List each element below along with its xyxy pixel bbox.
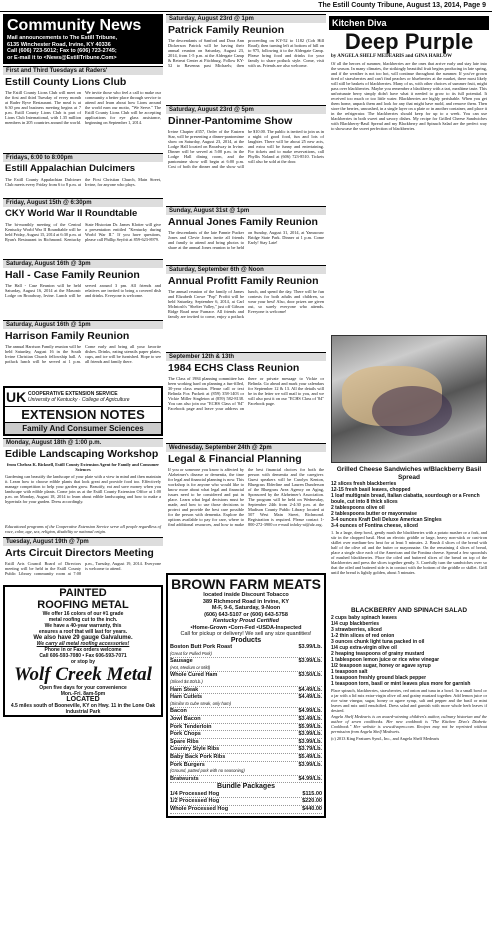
product-price: $3.79/Lb. <box>298 746 322 753</box>
ad-line: located inside Discount Tobacco <box>203 592 289 598</box>
extension-title: EXTENSION NOTES <box>5 407 161 423</box>
product-price: $5.49/Lb. <box>298 753 322 760</box>
product-price: $3.99/Lb. <box>298 731 322 738</box>
ad-line: We have a 40-year warranty, this <box>44 623 122 629</box>
section-body: The descendants of the late Fannie Pucker Jones and Clevie Jones invite all friends and family to attend and bring photos to share at the annual Jones reunion to be held on Sunday, August 31, 2014, at Yamacraw Bridge State Park. Dinner at 1 p.m. Come Early! Stay Late! <box>168 230 324 250</box>
article-title: Deep Purple <box>344 29 474 54</box>
product-price: $4.99/Lb. <box>298 775 322 782</box>
column-middle <box>166 14 326 930</box>
community-news-title: Community News <box>7 17 142 34</box>
product-row <box>170 658 322 672</box>
ingredient: 3 strawberries, sliced <box>331 626 382 633</box>
section-body: The annual Harrison Family reunion will be held Saturday, August 16 in the South Irvine Christian Church fellowship hall. A potluck lunch will be served at 1 p.m. Come early and bring all your favorite dishes. Drinks, eating utensils paper plates, cups, and ice will be furnished. Hope to see all friends and family there. <box>5 344 161 364</box>
product-price: $3.99/Lb. <box>298 658 322 665</box>
section-title: Estill County Lions Club <box>5 76 127 88</box>
product-name: Ham Steak <box>170 686 199 693</box>
section-title: Harrison Family Reunion <box>5 330 130 342</box>
bundle-title: Bundle Packages <box>217 783 275 791</box>
ingredient: 1/4 cup blackberries <box>331 620 380 627</box>
section-title: Dinner-Pantomime Show <box>168 115 293 127</box>
section-body: Gardening can beautify the landscape of your plate with a view in mind and then maintain it. Learn how to choose edible plants that look great and provide food too. Effectively manage competition to help your garden grow. Beautify, eat and save money when you landscape with edible plants. Come join us at the Estill County Extension Office at 1:00 p.m. on Monday, August 18, 2014 to learn about edible landscaping and how to make a hypertufa for your garden. Dress accordingly. <box>5 474 161 504</box>
product-name: Whole Cured Ham (Sliced $4.00/Lb.) <box>170 672 218 684</box>
section-title: Edible Landscaping Workshop <box>5 448 159 460</box>
ad-title: ROOFING METAL <box>37 599 129 611</box>
product-name: Pork Tenderloin <box>170 723 212 730</box>
ingredient: 2 cups baby spinach leaves <box>331 614 397 621</box>
column-right <box>329 14 489 930</box>
product-row <box>170 731 322 739</box>
bundle-name: Whole Processed Hog <box>170 805 229 812</box>
section-title: Arts Circuit Directors Meeting <box>5 547 154 559</box>
bundle-row <box>170 806 322 814</box>
products-title: Products <box>230 636 262 644</box>
section-date: Wednesday, September 24th @ 2pm <box>166 443 326 452</box>
product-price: $4.49/Lb. <box>298 686 322 693</box>
section-title: CKY World War II Roundtable <box>5 208 138 219</box>
page-header: The Estill County Tribune, August 13, 2014, Page 9 <box>0 0 492 12</box>
ingredient: 2 tablespoons olive oil <box>331 505 385 511</box>
bundle-row <box>170 798 322 806</box>
ingredient-list <box>329 487 489 529</box>
ingredient: 3 ounces chunk light tuna packed in oil <box>331 638 425 645</box>
extension-header <box>5 388 161 407</box>
bundle-name: 1/4 Processed Hog <box>170 790 220 797</box>
ad-line: or stop by <box>70 659 96 665</box>
product-name: Pork Chops <box>170 731 201 738</box>
bundle-price: $220.00 <box>302 798 322 805</box>
product-name: Ham Cutlets (Similar to cube steak, only ham) <box>170 694 231 706</box>
ad-line: 389 Richmond Road in Irvine, KY <box>202 598 290 605</box>
ingredient: 1/4 cup extra-virgin olive oil <box>331 644 397 651</box>
community-line: 6135 Winchester Road, Irvine, KY 40336 <box>7 41 111 48</box>
section-title: Hall - Case Family Reunion <box>5 269 140 281</box>
ad-line: Kentucky Proud Certified <box>212 618 279 624</box>
wolf-creek-ad <box>3 585 163 717</box>
product-row <box>170 716 322 724</box>
recipe-steps: 1. In a large, deep bowl, gently mash the blackberries with a potato masher or a fork, and stir in the chopped basil. Heat an electric griddle or large, heavy non-stick or cast-iron skillet over medium-low heat for at least 5 minutes. 2. Brush 4 slices of the bread with half of the olive oil and the butter or mayonnaise. On the remaining 4 slices of bread, place a single slice each of the American and the Fontina cheese. Spread a few spoonfuls of mashed blackberries. Place the oiled and buttered slices of the bread on top of the blackberries and press the slices together gently. 3. Carefully turn the sandwiches over so that the oiled and buttered side is in contact with the bottom of the griddle or skillet. Grill until the bread is lightly golden, about 5 minutes. <box>331 530 487 575</box>
ingredient: 1 tablespoon lemon juice or rice wine vinegar <box>331 656 440 663</box>
ad-line: We also have 29 gauge Galvalume. <box>33 635 133 641</box>
section-title: Legal & Financial Planning <box>168 453 302 465</box>
products-list <box>170 644 322 783</box>
product-row <box>170 687 322 695</box>
product-price: $5.99/Lb. <box>298 723 322 730</box>
product-row <box>170 694 322 708</box>
ingredient: 1 teaspoon freshly ground black pepper <box>331 674 427 681</box>
bundle-price: $115.00 <box>302 790 322 797</box>
ingredient: 3-4 ounces Kraft Deli Deluxe American Singles <box>331 517 442 523</box>
product-name: Bacon <box>170 708 187 715</box>
section-date: Fridays, 6:00 to 8:00pm <box>3 153 163 162</box>
copyright: (c) 2013 King Features Synd., Inc., and Angela Shelf Medearis <box>331 735 440 741</box>
community-line: Mail announcements to The Estill Tribune, <box>7 35 118 41</box>
ingredient: 1/2 teaspoon sugar, honey or agave syrup <box>331 662 431 669</box>
brown-farm-title: BROWN FARM MEATS <box>171 576 321 592</box>
community-line: or E-mail it to <News@EstillTribune.Com> <box>7 54 117 61</box>
ad-line: •Home-Grown •Corn-Fed •USDA-Inspected <box>190 624 302 631</box>
ingredient-list <box>329 615 489 687</box>
product-note: (Sliced $4.00/Lb.) <box>170 678 203 684</box>
product-name: Country Style Ribs <box>170 746 220 753</box>
product-note: (Ground, patted pork with no seasoning) <box>170 768 245 774</box>
community-line: Call (606) 723-5012; Fax to (606) 723-2745; <box>7 48 117 54</box>
product-name: Boston Butt Pork Roast (Great for Pulled Pork) <box>170 644 233 656</box>
extension-university: University of Kentucky · College of Agriculture <box>28 397 130 403</box>
product-name: Spare Ribs <box>170 738 199 745</box>
ad-line: M-F, 9-6, Saturday, 9-Noon <box>211 605 281 611</box>
ad-line: ensures a roof that will last for years. <box>38 629 128 635</box>
section-title: Estill Appalachian Dulcimers <box>5 163 136 174</box>
ingredient: 12 slices fresh blackberries <box>331 481 397 487</box>
product-row <box>170 724 322 732</box>
ingredient: 1 loaf multigrain bread, Italian ciabatta, sourdough or a French boule, cut into 8 thick slices <box>331 493 480 505</box>
section-date: Saturday, September 6th @ Noon <box>166 265 326 274</box>
ad-company-name: Wolf Creek Metal <box>14 664 152 685</box>
ingredient: 1 teaspoon salt <box>331 668 368 675</box>
ad-located: LOCATED <box>66 696 100 703</box>
product-note: (Hot, Medium or Mild) <box>170 664 211 670</box>
section-body: Estill Arts Council Board of Directors meeting will be held in the Estill County Public Library community room at 7:00 p.m., Tuesday, August 19, 2014. Everyone is welcome to attend. <box>5 561 161 576</box>
product-row <box>170 746 322 754</box>
product-row <box>170 672 322 686</box>
ingredient: 1 teaspoon torn, basil or mint leaves plus more for garnish <box>331 680 471 687</box>
extension-subtitle: Family And Consumer Sciences <box>5 423 161 434</box>
author-bio: Angela Shelf Medearis is an award-winning children's author, culinary historian and the author of seven cookbooks. Her new cookbook is "The Kitchen Diva's Diabetic Cookbook." Her website is www.divapro.com. Recipes may not be reprinted without permission from Angela Shelf Medearis. <box>331 713 487 734</box>
extension-coop: COOPERATIVE EXTENSION SERVICE <box>28 391 118 397</box>
section-date: Sunday, August 31st @ 1pm <box>166 206 326 215</box>
section-date: Monday, August 18th @ 1:00 p.m. <box>3 438 163 447</box>
brown-farm-ad <box>166 573 326 818</box>
section-body: The Estill County Lions Club will meet on the first and third Tuesday of every month at Rader Ryve Restaurant. The meal is at 6:30 pm and business meeting begins at 7 p.m. Estill County Lions Club is part of Lions Club International, with 1.35 million members in 205 countries around the world. We invite those who feel a call to make our community a better place through service to attend and learn about how Lions around the world earn our motto, "We Serve." The Estill County Lions Club will be accepting applications for eye glass assistance, beginning on September 1, 2014. <box>5 90 161 125</box>
section-title: Annual Profitt Family Reunion <box>168 275 319 287</box>
recipe-title: Grilled Cheese Sandwiches w/Blackberry Basil Spread <box>336 466 482 481</box>
ad-directions: 4.5 miles south of Booneville, KY on Hwy. 11 in the Lone Oak Industrial Park <box>10 703 156 715</box>
product-price: $4.49/Lb. <box>298 694 322 701</box>
section-date: Saturday, August 16th @ 3pm <box>3 259 163 268</box>
ad-line: (606) 643-5107 or (606) 643-5758 <box>204 611 288 618</box>
section-date: First and Third Tuesdays at Raders' <box>3 66 163 75</box>
ad-line: Phone in or Fax orders welcome <box>44 647 122 653</box>
product-row <box>170 776 322 784</box>
ingredient: 2 tablespoons butter or mayonnaise <box>331 511 417 517</box>
section-body: The annual reunion of the family of James and Elizabeth Crowe "Pop" Profitt will be held Saturday, September 6, 2014, at Carl McIntosh's "Shelter Valley," just off Gibson Ridge Road near Furnace. All friends and family are invited to come, enjoy a potluck lunch, and spend the day. There will be fun contests for both adults and children, so wear your best! Also, door prizes are given out, so surely everyone who attends. Everyone is welcome! <box>168 289 324 319</box>
article-byline: by ANGELA SHELF MEDEARIS and GINA HARLOW <box>331 54 452 59</box>
section-body: The descendants of Sanford and Dora Ann Dickerson Patrick will be having their annual reunion on Saturday, August 23, 2014, from 1-5 p.m. at the Aldergate Camp & Retreat Center at Fitchburg. Follow KY-52 to Ravenna past Michaels; then proceeding on KY-52 to 1182 (Cob Hill Road); then turning left at bottom of hill on to 975, following it to the Aldergate Camp. Please bring food and drinks for your family to share potluck style. Come, visit with us. Friends are also welcome. <box>168 38 324 68</box>
ingredient: 2 heaping teaspoons of grainy mustard <box>331 650 425 657</box>
section-title: Patrick Family Reunion <box>168 24 285 36</box>
product-name: Pork Burgers (Ground, patted pork with no seasoning) <box>170 761 245 774</box>
section-date: Saturday, August 16th @ 1pm <box>3 320 163 329</box>
extension-notes-box <box>3 386 163 436</box>
community-news-box <box>3 14 163 64</box>
ingredient: 12-15 fresh basil leaves, chopped <box>331 487 411 493</box>
section-date: Saturday, August 23rd @ 1pm <box>166 14 326 23</box>
product-price: $3.50/Lb. <box>298 672 322 679</box>
sandwich-photo <box>331 335 487 463</box>
bundle-name: 1/2 Processed Hog <box>170 798 220 805</box>
ad-line: Call 606-593-7080 • Fax 606-593-7071 <box>39 653 127 659</box>
section-body: The Hall - Case Reunion will be held Saturday, August 16, 2014 at the Masonic Lodge on Broadway, Irvine. Lunch will be served around 3 pm. All friends and relatives are invited to bring a covered dish and drinks. Everyone is welcome. <box>5 283 161 298</box>
product-name: Jowl Bacon <box>170 715 201 722</box>
product-price: $3.99/Lb. <box>298 761 322 768</box>
ad-days: Mon.-Fri. 8am-5pm <box>60 691 106 697</box>
product-price: $4.99/Lb. <box>298 708 322 715</box>
section-byline: from Chelsea K. Bicknell, Estill County Extension Agent for Family and Consumer Sciences <box>6 462 160 472</box>
product-price: $3.99/Lb. <box>298 644 322 650</box>
product-note: (Great for Pulled Pork) <box>170 650 212 656</box>
product-name: Bratwursts <box>170 775 199 782</box>
uk-logo: UK <box>6 389 27 405</box>
ad-hours: Open five days for your convenience <box>39 685 127 691</box>
product-note: (Similar to cube steak, only ham) <box>170 700 231 706</box>
section-title: 1984 ECHS Class Reunion <box>168 362 300 374</box>
ad-line: Call for pickup or delivery! We sell any size quantities! <box>180 631 312 637</box>
section-body: If you or someone you know is affected by Alzheimer's disease or dementia, the time for legal and financial planning is now. This workshop is for anyone who would like to know more about what legal and financial issues need to be considered and put in place. Learn what legal decisions must be made, and how to use those decisions to protect and provide the best care possible for the person with dementia. Explore the options available to pay for care, where to find additional resources, and how to make the best financial choices for both the person with dementia and the caregiver. Guest speakers will be Carolyn Kenton, Bluegrass Elderline and Lauren Dunderson of the Bluegrass Area Agency on Aging, Sponsored by the Alzheimer's Association. The program will be held on Wednesday, September 24th from 2-4:30 p.m. at the Madison County Public Library located at 507 West Main Street, Richmond. Registration is required. Please contact 1-800-272-3900 or e-mail infoky-ai@alz.org. <box>168 467 324 527</box>
product-name: Baby Back Pork Ribs <box>170 753 226 760</box>
section-body: The bi-monthly meeting of the Central Kentucky World War II Roundtable will be held Friday, August 15, 2014 at 6:30 p.m. at Ryan's Restaurant in Richmond. Kentucky State Historian Dr. James Klotter will give a presentation entitled "Kentucky during World War II." If you have questions, please call Phillip Seyfrit at 859-623-8979. <box>5 222 161 242</box>
product-row <box>170 754 322 762</box>
ad-title: PAINTED <box>59 587 107 599</box>
section-title: Annual Jones Family Reunion <box>168 216 318 228</box>
section-body: The Class of 1984 planning committee has been working hard on planning a fun-filled, 30-year class reunion. Please call or text Belinda Fox Puckett at (859) 358-1403 or Vickie Miller Singleton at (859) 582-8138. You can also join our "ECHS Class of '84" Facebook page and leave your address on there or private message to Vickie or Belinda. Go ahead and mark your calendars for September 12 & 13. All the details will be in the letter we will mail to you, and we will also post it on our "ECHS Class of '84" Facebook page. <box>168 376 324 411</box>
section-date: Friday, August 15th @ 6:30pm <box>3 198 163 207</box>
section-body: The Estill County Appalachian Dulcimer Club meets every Friday from 6 to 8 p.m. at the First Christian Church, Main Street, Irvine, for anyone who plays. <box>5 177 161 187</box>
ingredient: 3-4 ounces of Fontina cheese, sliced <box>331 523 418 529</box>
ad-line: metal roofing cut to the inch. <box>48 617 118 623</box>
product-price: $3.99/Lb. <box>298 738 322 745</box>
recipe-steps: Place spinach, blackberries, strawberries, red onion and tuna in a bowl. In a small bowl or a jar with a lid mix extra-virgin olive oil and grainy mustard together. Add lemon juice or rice wine vinegar, sugar, honey or agave syrup, salt and pepper and the basil or mint leaves and mix until emulsified. Dress salad and garnish with more whole herb leaves if desired. <box>331 687 487 713</box>
ad-line: We carry all metal roofing accessories! <box>36 641 130 647</box>
bundle-price: $440.00 <box>302 805 322 812</box>
section-body: Irvine Chapter #357, Order of the Eastern Star, will be presenting a dinner-pantomime show on Saturday, August 23, 2014, at the Lodge Hall located on Broadway in Irvine. Dinner will be served at 5:00 p.m. in the Lodge Hall dining room, and the pantomime show will begin at 6:00 p.m. Cost of both the dinner and the show will be $10.00. The public is invited to join us in a night of good food, fun and lots of laughter. There will be about 25 new acts, and extra will be funny and entertaining. For tickets and to make reservations, call Phyllis Noland at (606) 723-8510. Tickets will also be sold at the door. <box>168 129 324 169</box>
column-left <box>3 14 163 930</box>
product-row <box>170 739 322 747</box>
section-date: Tuesday, August 19th @ 7pm <box>3 537 163 546</box>
ad-line: We offer 16 colors of our #1 grade <box>42 611 124 617</box>
section-date: September 12th & 13th <box>166 352 326 361</box>
product-row <box>170 708 322 716</box>
product-row <box>170 644 322 658</box>
bundle-list <box>170 791 322 814</box>
section-date: Saturday, August 23rd @ 5pm <box>166 105 326 114</box>
kitchen-diva-heading: Kitchen Diva <box>329 16 489 30</box>
product-name: Sausage (Hot, Medium or Mild) <box>170 658 211 670</box>
bundle-row <box>170 791 322 799</box>
product-row <box>170 762 322 776</box>
ingredient: 1-2 thin slices of red onion <box>331 632 395 639</box>
article-body: Of all the heroes of summer, blackberries are the ones that arrive early and stay late into the season. In many climates, the strikingly beautiful fruit begins producing in late spring, and if the weather is not too hot, will continue throughout the summer. If you've grown tired of strawberries and can't find peaches or blueberries at the market, there most likely will still be baskets of blackberries. Many of us, with other choices of summer fruit, might pass over blackberries. Maybe you remember a blackberry with a tart, mealtime taste. This unfortunate berry simply didn't have what it needed to grow to its full potential. It received too much or too little water. Blackberries are highly perishable. When you get them home, unpack them and look for any that might have mold, and remove them. Then store the berries, unwashed, in a single layer on a plate or in another container, and place it in the refrigerator. The blackberries should keep for up to a week. You can use blackberries in both sweet and savory dishes. My recipe for Grilled Cheese Sandwiches with Blackberry-Basil Spread and my Blackberry and Spinach Salad are the perfect way to showcase the sweet perfection of blackberries. <box>331 61 487 131</box>
product-price: $3.49/Lb. <box>298 715 322 722</box>
recipe-title: BLACKBERRY AND SPINACH SALAD <box>350 607 468 614</box>
section-note: Educational programs of the Cooperative Extension Service serve all people regardless of race, color, age, sex, religion, disability or national origin. <box>5 524 161 534</box>
